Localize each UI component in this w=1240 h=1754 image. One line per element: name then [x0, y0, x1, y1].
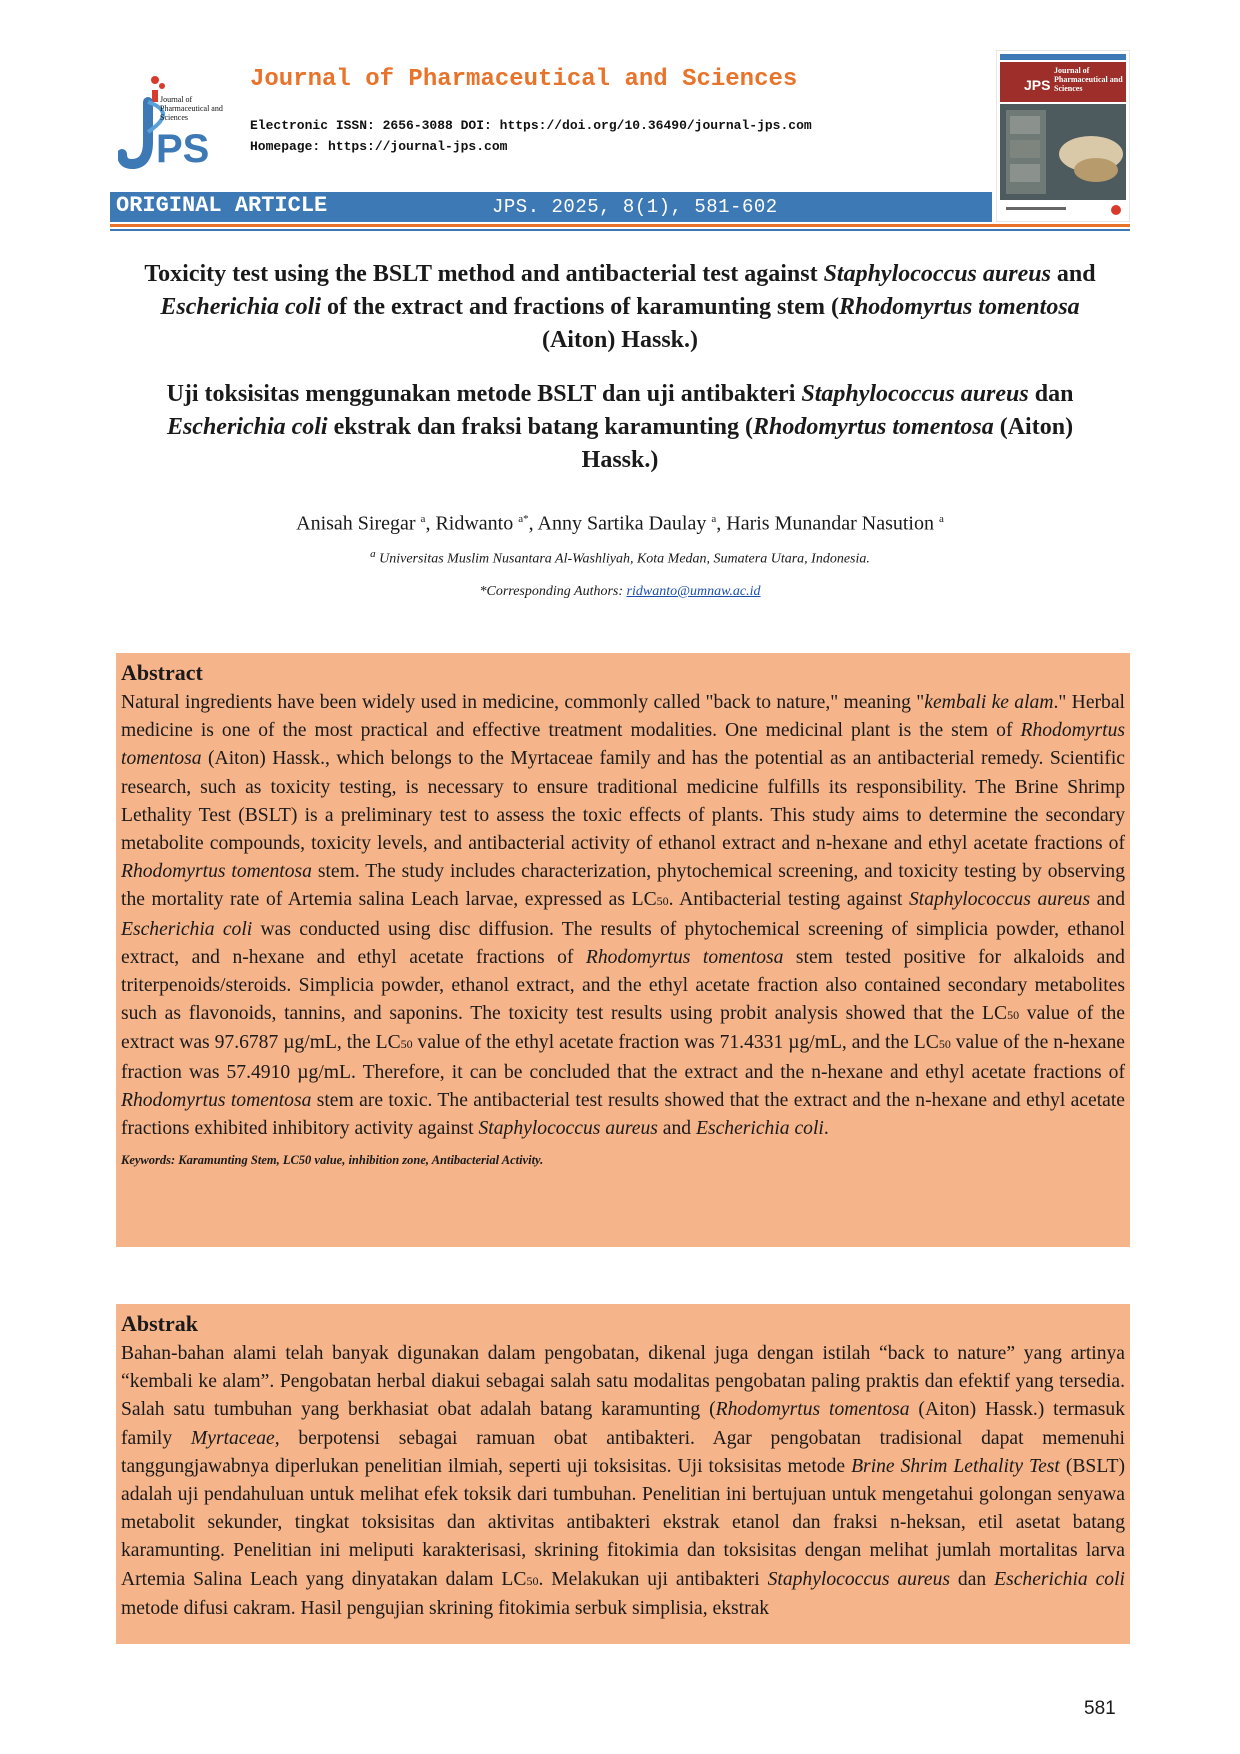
author-name: Anisah Siregar	[296, 512, 421, 535]
author-name: , Anny Sartika Daulay	[528, 512, 712, 535]
abstrak-body: Bahan-bahan alami telah banyak digunakan dalam pengobatan, dikenal juga dengan istilah “back to nature” yang artinya “kembali ke alam”. Pengobatan herbal diakui sebagai salah satu modalitas pengobatan paling praktis dan efektif yang tersedia. Salah satu tumbuhan yang berkhasiat obat adalah batang karamunting (Rhodomyrtus tomentosa (Aiton) Hassk.) termasuk family Myrtaceae, berpotensi sebagai ramuan obat antibakteri. Agar pengobatan tradisional dapat memenuhi tanggungjawabnya diperlukan penelitian ilmiah, seperti uji toksisitas. Uji toksisitas metode Brine Shrim Lethality Test (BSLT) adalah uji pendahuluan untuk melihat efek toksik dari tumbuhan. Penelitian ini bertujuan untuk mengetahui golongan senyawa metabolit sekunder, tingkat toksisitas dan aktivitas antibakteri ekstrak etanol dan fraksi n-heksan, etil asetat batang karamunting. Penelitian ini meliputi karakterisasi, skrining fitokimia dan toksisitas dengan melihat jumlah mortalitas larva Artemia Salina Leach yang dinyatakan dalam LC50. Melakukan uji antibakteri Staphylococcus aureus dan Escherichia coli metode difusi cakram. Hasil pengujian skrining fitokimia serbuk simplisia, ekstrak	[121, 1343, 1126, 1619]
author-name: , Ridwanto	[425, 512, 519, 535]
article-type-label: ORIGINAL ARTICLE	[116, 193, 328, 218]
header-rule-blue	[110, 229, 1130, 231]
page-number: 581	[1084, 1698, 1116, 1719]
article-citation: JPS. 2025, 8(1), 581-602	[492, 196, 778, 218]
abstract-indonesian	[116, 1304, 1130, 1644]
abstract-heading: Abstract	[121, 660, 203, 685]
affiliation: $^a$ Universitas Muslim Nusantara Al-Washliyah, Kota Medan, Sumatera Utara, Indonesia.	[370, 548, 870, 567]
author-name: , Haris Munandar Nasution	[716, 512, 939, 535]
svg-text:Journal of: Journal of	[160, 95, 193, 104]
affiliation-mark: a	[420, 513, 426, 525]
affiliation-mark: a*	[518, 513, 529, 525]
homepage-line[interactable]: Homepage: https://journal-jps.com	[250, 139, 508, 154]
affiliation-mark: a	[938, 513, 944, 525]
article-title-english: Toxicity test using the BSLT method and antibacterial test against Staphylococcus aureus and Escherichia coli of the extract and fractions of karamunting stem (Rhodomyrtus tomentosa (Aiton) Hassk.)	[144, 261, 1096, 353]
journal-logo	[118, 72, 228, 172]
journal-title: Journal of Pharmaceutical and Sciences	[250, 66, 798, 93]
abstrak-heading: Abstrak	[121, 1311, 199, 1336]
journal-cover-thumbnail: JPS Journal of Pharmaceutical and Sciences	[996, 50, 1130, 222]
article-title-indonesian: Uji toksisitas menggunakan metode BSLT dan uji antibakteri Staphylococcus aureus dan Escherichia coli ekstrak dan fraksi batang karamunting (Rhodomyrtus tomentosa (Aiton) Hassk.)	[166, 381, 1074, 473]
svg-text:Pharmaceutical and: Pharmaceutical and	[160, 104, 223, 113]
svg-text:Sciences: Sciences	[160, 113, 188, 122]
keywords: Keywords: Karamunting Stem, LC50 value, inhibition zone, Antibacterial Activity.	[121, 1153, 544, 1168]
author-list	[140, 506, 1100, 537]
svg-text:PS: PS	[156, 127, 210, 171]
corresponding-author: *Corresponding Authors: ridwanto@umnaw.ac.id	[479, 584, 761, 599]
corresponding-email-link[interactable]: ridwanto@umnaw.ac.id	[626, 584, 761, 599]
abstract-english	[116, 653, 1130, 1247]
affiliation-mark: a	[711, 513, 717, 525]
svg-text:JPS: JPS	[1024, 77, 1051, 93]
issn-doi-line[interactable]: Electronic ISSN: 2656-3088 DOI: https://doi.org/10.36490/journal-jps.com	[250, 118, 812, 133]
abstract-body: Natural ingredients have been widely used in medicine, commonly called "back to nature," meaning "kembali ke alam." Herbal medicine is one of the most practical and effective treatment modalities. One medicinal plant is the stem of Rhodomyrtus tomentosa (Aiton) Hassk., which belongs to the Myrtaceae family and has the potential as an antibacterial remedy. Scientific research, such as toxicity testing, is necessary to ensure traditional medicine fulfills its responsibility. The Brine Shrimp Lethality Test (BSLT) is a preliminary test to assess the toxic effects of plants. This study aims to determine the secondary metabolite compounds, toxicity levels, and antibacterial activity of ethanol extract and n-hexane and ethyl acetate fractions of Rhodomyrtus tomentosa stem. The study includes characterization, phytochemical screening, and toxicity testing by observing the mortality rate of Artemia salina Leach larvae, expressed as LC50. Antibacterial testing against Staphylococcus aureus and Escherichia coli was conducted using disc diffusion. The results of phytochemical screening of simplicia powder, ethanol extract, and n-hexane and ethyl acetate fractions of Rhodomyrtus tomentosa stem tested positive for alkaloids and triterpenoids/steroids. Simplicia powder, ethanol extract, and the ethyl acetate fraction also contained secondary metabolites such as flavonoids, tannins, and saponins. The toxicity test results using probit analysis showed that the LC50 value of the extract was 97.6787 µg/mL, the LC50 value of the ethyl acetate fraction was 71.4331 µg/mL, and the LC50 value of the n-hexane fraction was 57.4910 µg/mL. Therefore, it can be concluded that the extract and the n-hexane and ethyl acetate fractions of Rhodomyrtus tomentosa stem are toxic. The antibacterial test results showed that the extract and the n-hexane and ethyl acetate fractions exhibited inhibitory activity against Staphylococcus aureus and Escherichia coli.	[121, 692, 1126, 1140]
header-rule-orange	[110, 224, 1130, 227]
